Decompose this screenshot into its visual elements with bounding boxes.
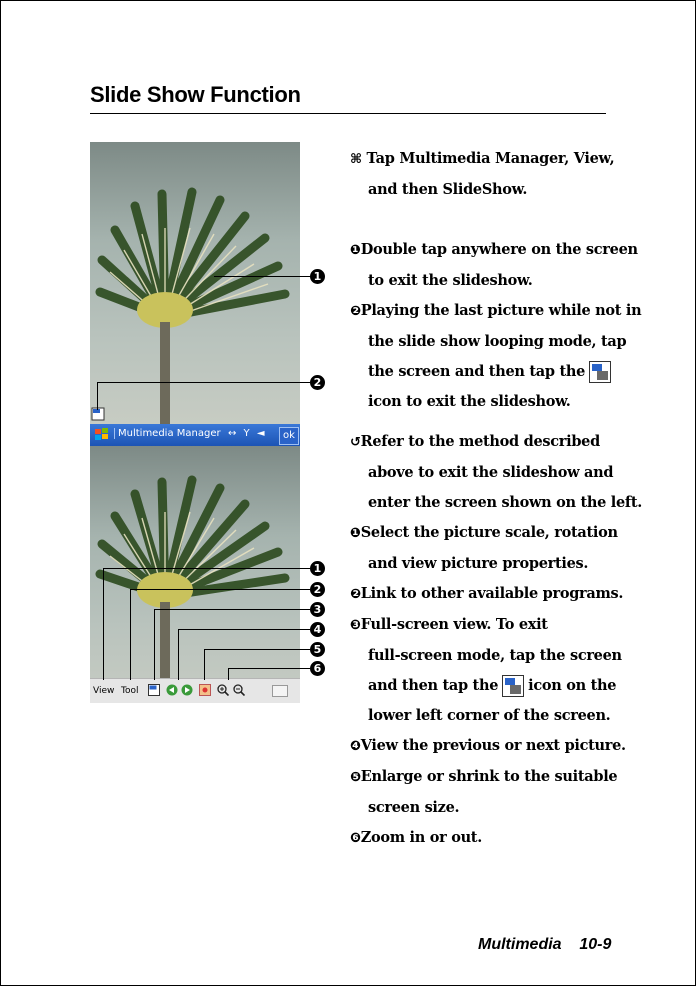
b2-line-1	[350, 579, 642, 610]
callout-vline-3b	[154, 609, 155, 680]
callout-line-6b	[228, 668, 310, 669]
b1-text-1: Select the picture scale, rotation	[360, 524, 618, 541]
windows-start-icon[interactable]	[94, 427, 110, 443]
callout-line-3b	[154, 609, 310, 610]
b3-line-1	[350, 610, 642, 641]
traveller-palm-image-2	[90, 446, 300, 702]
a1-line-2: to exit the slideshow.	[368, 272, 533, 289]
callout-vline-2a	[97, 382, 98, 410]
keyboard-icon[interactable]	[272, 685, 288, 697]
callout-line-2b	[130, 589, 310, 590]
a2-text-1: Playing the last picture while not in	[360, 302, 642, 319]
page-title: Slide Show Function	[90, 82, 301, 107]
taskbar-app-title: Multimedia Manager	[114, 428, 221, 439]
zoom-in-icon[interactable]	[217, 684, 229, 696]
b-text-1: Refer to the method described	[360, 433, 600, 450]
callout-badge-1b: 1	[310, 561, 325, 576]
intro-sep: ,	[564, 150, 574, 167]
bullet-2: ❷	[350, 304, 361, 319]
a1-text-1: Double tap anywhere on the screen	[360, 241, 638, 258]
callout-badge-6b: 6	[310, 661, 325, 676]
callout-badge-2a: 2	[310, 375, 325, 390]
b3-text-1: Full-screen view. To exit	[360, 616, 548, 633]
callout-line-5b	[204, 649, 310, 650]
title-divider	[90, 113, 606, 114]
intro-line-2	[350, 175, 642, 205]
spacer-1	[350, 205, 642, 235]
b3-text-3b: icon on the	[528, 677, 617, 694]
b-line-1	[350, 427, 642, 458]
spacer-2	[350, 417, 642, 427]
a2-text-3: the screen and then tap the	[368, 363, 586, 380]
a1-line-1	[350, 235, 642, 266]
intro-view: View	[573, 150, 610, 167]
b1-line-1	[350, 518, 642, 549]
b4-text-1: View the previous or next picture.	[360, 737, 626, 754]
intro-period: .	[522, 181, 528, 198]
b3-line-3	[350, 671, 642, 701]
callout-line-1a	[214, 276, 310, 277]
palm-photo-2	[90, 446, 300, 702]
callout-line-1b	[103, 568, 310, 569]
tool-menu[interactable]: Tool	[121, 686, 139, 696]
b5-line-1	[350, 762, 642, 793]
intro-tap-text: Tap	[366, 150, 400, 167]
intro-line-1	[350, 144, 642, 175]
callout-line-4b	[178, 629, 310, 630]
b6-line-1	[350, 823, 642, 854]
page-footer: Multimedia 10-9	[478, 936, 612, 953]
callout-vline-6b	[228, 668, 229, 680]
callout-badge-3b: 3	[310, 602, 325, 617]
status-icons[interactable]: ↔ Y ◄	[228, 428, 267, 439]
return-arrow-icon: ↺	[350, 435, 361, 450]
callout-badge-1a: 1	[310, 269, 325, 284]
ok-button[interactable]: ok	[279, 427, 299, 445]
callout-vline-2b	[130, 589, 131, 680]
a2-line-3	[350, 357, 642, 387]
callout-badge-4b: 4	[310, 622, 325, 637]
callout-vline-1b	[103, 568, 104, 680]
fit-to-screen-icon[interactable]	[199, 684, 211, 696]
bullet-1: ❶	[350, 243, 361, 258]
intro-multimedia-manager: Multimedia Manager	[399, 150, 565, 167]
a2-line-1	[350, 296, 642, 327]
callout-vline-4b	[178, 629, 179, 680]
bullet-5b: ❺	[350, 770, 361, 785]
intro-comma: ,	[609, 150, 615, 167]
callout-badge-5b: 5	[310, 642, 325, 657]
fullscreen-icon-inline	[502, 675, 524, 697]
bullet-2b: ❷	[350, 587, 361, 602]
bullet-1b: ❶	[350, 526, 361, 541]
fullscreen-exit-icon	[589, 361, 611, 383]
b3-text-3a: and then tap the	[368, 677, 499, 694]
bullet-3b: ❸	[350, 618, 361, 633]
b4-line-1	[350, 731, 642, 762]
a2-line-4: icon to exit the slideshow.	[368, 393, 571, 410]
intro-and-then: and then	[368, 181, 443, 198]
bullet-6b: ❻	[350, 831, 361, 846]
intro-slideshow: SlideShow	[442, 181, 523, 198]
tap-hand-icon: ⌘	[350, 152, 362, 167]
next-picture-icon[interactable]	[181, 684, 193, 696]
b1-line-2: and view picture properties.	[368, 555, 589, 572]
picture-toolbar	[90, 678, 300, 703]
b3-line-2: full-screen mode, tap the screen	[368, 647, 622, 664]
previous-picture-icon[interactable]	[166, 684, 178, 696]
view-menu[interactable]: View	[93, 686, 115, 696]
b5-line-2: screen size.	[368, 799, 460, 816]
callout-vline-5b	[204, 649, 205, 680]
b5-text-1: Enlarge or shrink to the suitable	[360, 768, 618, 785]
b-line-2: above to exit the slideshow and	[368, 464, 614, 481]
fullscreen-icon[interactable]	[148, 684, 160, 696]
b-line-3: enter the screen shown on the left.	[368, 494, 643, 511]
pocketpc-taskbar	[90, 424, 300, 446]
callout-line-2a	[97, 382, 310, 383]
a2-line-2: the slide show looping mode, tap	[368, 333, 627, 350]
bullet-4b: ❹	[350, 739, 361, 754]
b2-text-1: Link to other available programs.	[360, 585, 624, 602]
instructions-column	[350, 144, 642, 854]
b3-line-4: lower left corner of the screen.	[368, 707, 611, 724]
picture-view-screenshot	[90, 446, 300, 702]
b6-text-1: Zoom in or out.	[360, 829, 482, 846]
zoom-out-icon[interactable]	[233, 684, 245, 696]
callout-badge-2b: 2	[310, 582, 325, 597]
